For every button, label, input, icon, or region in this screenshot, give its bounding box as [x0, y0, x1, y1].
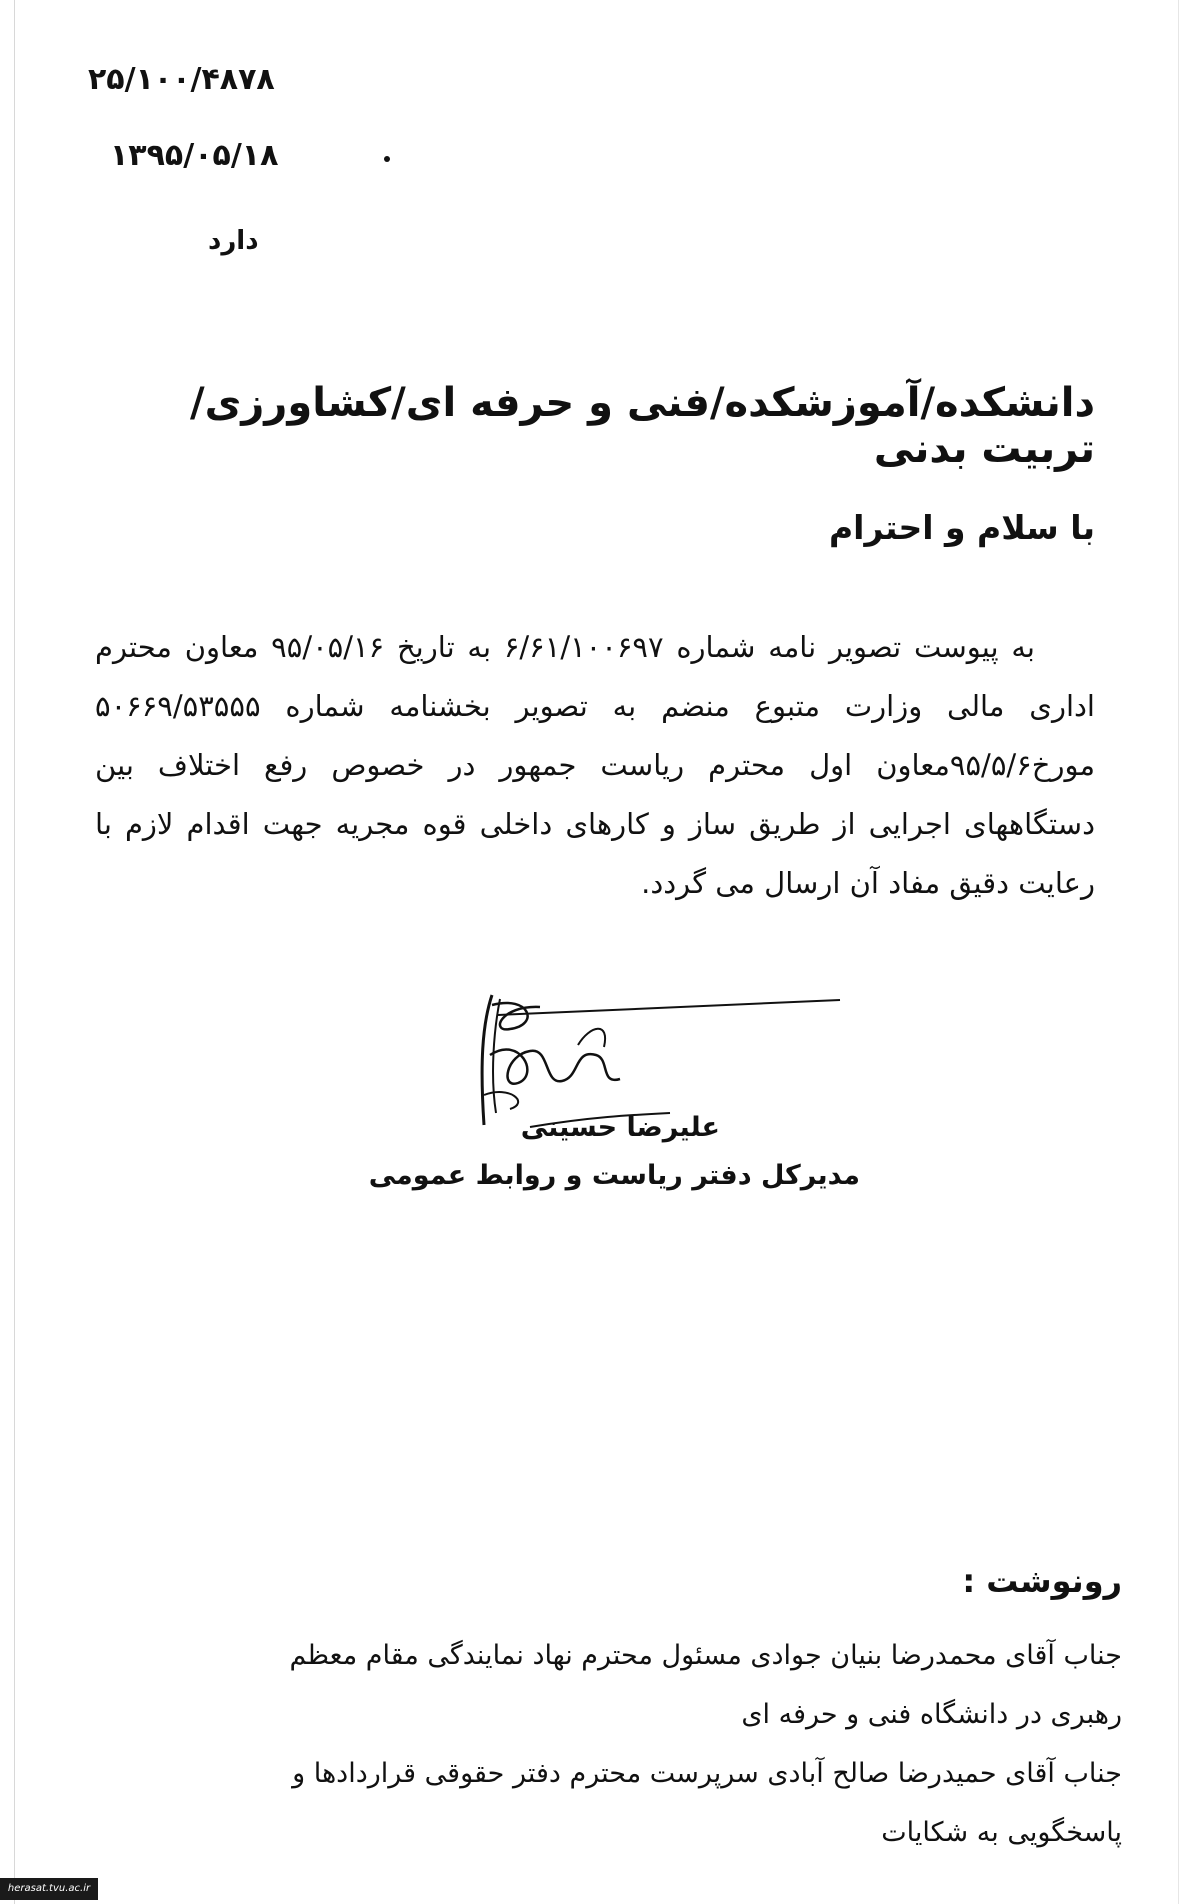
attachment-label: دارد: [208, 226, 259, 256]
scan-dot: [384, 156, 390, 162]
letter-date: ۱۳۹۵/۰۵/۱۸: [110, 138, 279, 173]
footer-site-badge: herasat.tvu.ac.ir: [0, 1878, 98, 1900]
addressee-heading: دانشکده/آموزشکده/فنی و حرفه ای/کشاورزی/تربیت بدنی: [190, 380, 1095, 472]
cc-line: پاسخگویی به شکایات: [881, 1817, 1122, 1848]
reference-number: ۲۵/۱۰۰/۴۸۷۸: [88, 62, 275, 97]
letter-body: [95, 618, 1095, 913]
signer-name: علیرضا حسینی: [520, 1112, 720, 1143]
letter-body-paragraph: به پیوست تصویر نامه شماره ۶/۶۱/۱۰۰۶۹۷ به تاریخ ۹۵/۰۵/۱۶ معاون محترم اداری مالی وزارت متبوع منضم به تصویر بخشنامه شماره ۵۰۶۶۹/۵۳۵۵۵ مورخ۹۵/۵/۶معاون اول محترم ریاست جمهور در خصوص رفع اختلاف بین دستگاههای اجرایی از طریق ساز و کارهای داخلی قوه مجریه جهت اقدام لازم با رعایت دقیق مفاد آن ارسال می گردد.: [95, 630, 1095, 900]
cc-line: رهبری در دانشگاه فنی و حرفه ای: [741, 1699, 1122, 1730]
greeting: با سلام و احترام: [828, 508, 1095, 547]
cc-line: جناب آقای محمدرضا بنیان جوادی مسئول محترم نهاد نمایندگی مقام معظم: [289, 1640, 1122, 1671]
cc-line: جناب آقای حمیدرضا صالح آبادی سرپرست محترم دفتر حقوقی قراردادها و: [292, 1758, 1122, 1789]
cc-list: [82, 1626, 1122, 1862]
scan-artifact-left: [14, 0, 15, 1904]
scan-artifact-right: [1178, 0, 1179, 1904]
cc-title: رونوشت :: [962, 1562, 1122, 1600]
signer-title: مدیرکل دفتر ریاست و روابط عمومی: [368, 1160, 860, 1191]
